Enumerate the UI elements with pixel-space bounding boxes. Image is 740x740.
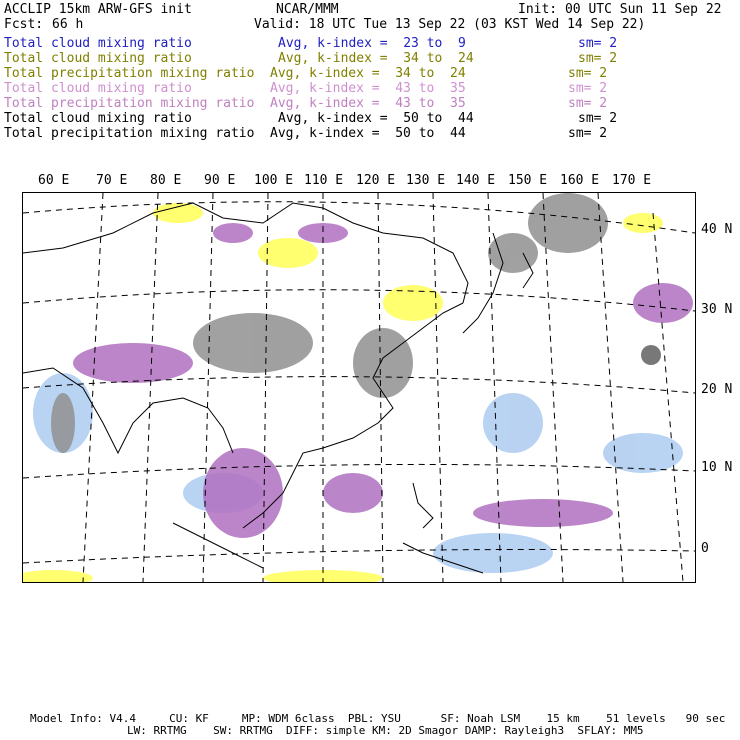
- legend-k-index-range: Avg, k-index = 34 to 24: [278, 51, 474, 66]
- longitude-label: 150 E: [508, 173, 548, 188]
- legend-field-label: Total cloud mixing ratio: [4, 111, 192, 126]
- physics-info: LW: RRTMG SW: RRTMG DIFF: simple KM: 2D Smagor DAMP: Rayleigh3 SFLAY: MM5: [127, 724, 644, 737]
- forecast-label: Fcst:: [4, 17, 44, 32]
- longitude-label: 80 E: [150, 173, 182, 188]
- model-info: Model Info: V4.4 CU: KF MP: WDM 6class PBL: YSU SF: Noah LSM 15 km 51 levels 90 sec: [30, 712, 726, 725]
- longitude-label: 140 E: [456, 173, 496, 188]
- legend-k-index-range: Avg, k-index = 43 to 35: [270, 81, 466, 96]
- init-time: Init: 00 UTC Sun 11 Sep 22: [518, 2, 722, 17]
- longitude-label: 170 E: [612, 173, 652, 188]
- longitude-label: 130 E: [406, 173, 446, 188]
- organization: NCAR/MMM: [276, 2, 339, 17]
- valid-time: Valid: 18 UTC Tue 13 Sep 22 (03 KST Wed 14 Sep 22): [254, 17, 646, 32]
- longitude-label: 70 E: [96, 173, 128, 188]
- legend-field-label: Total precipitation mixing ratio: [4, 126, 255, 141]
- model-title: ACCLIP 15km ARW-GFS init: [4, 2, 192, 17]
- longitude-label: 160 E: [560, 173, 600, 188]
- longitude-label: 110 E: [304, 173, 344, 188]
- legend-smoothing: sm= 2: [578, 51, 618, 66]
- legend-field-label: Total precipitation mixing ratio: [4, 96, 255, 111]
- latitude-label: 20 N: [701, 382, 733, 397]
- longitude-label: 90 E: [204, 173, 236, 188]
- latitude-label: 0: [701, 541, 709, 556]
- legend-smoothing: sm= 2: [568, 96, 608, 111]
- legend-field-label: Total cloud mixing ratio: [4, 51, 192, 66]
- legend-smoothing: sm= 2: [568, 81, 608, 96]
- longitude-label: 60 E: [38, 173, 70, 188]
- latitude-label: 30 N: [701, 302, 733, 317]
- legend-k-index-range: Avg, k-index = 50 to 44: [270, 126, 466, 141]
- legend-k-index-range: Avg, k-index = 43 to 35: [270, 96, 466, 111]
- latitude-label: 10 N: [701, 460, 733, 475]
- longitude-label: 120 E: [356, 173, 396, 188]
- legend-smoothing: sm= 2: [578, 111, 618, 126]
- legend-smoothing: sm= 2: [568, 126, 608, 141]
- forecast-hour: 66 h: [52, 17, 84, 32]
- legend-field-label: Total cloud mixing ratio: [4, 81, 192, 96]
- latitude-label: 40 N: [701, 222, 733, 237]
- blue-cloud-layer: [33, 373, 683, 573]
- legend-k-index-range: Avg, k-index = 23 to 9: [278, 36, 466, 51]
- longitude-label: 100 E: [254, 173, 294, 188]
- map-panel: [22, 192, 696, 583]
- legend-field-label: Total cloud mixing ratio: [4, 36, 192, 51]
- map-canvas: [23, 193, 695, 582]
- legend-field-label: Total precipitation mixing ratio: [4, 66, 255, 81]
- legend-smoothing: sm= 2: [568, 66, 608, 81]
- legend-k-index-range: Avg, k-index = 34 to 24: [270, 66, 466, 81]
- legend-k-index-range: Avg, k-index = 50 to 44: [278, 111, 474, 126]
- legend-smoothing: sm= 2: [578, 36, 618, 51]
